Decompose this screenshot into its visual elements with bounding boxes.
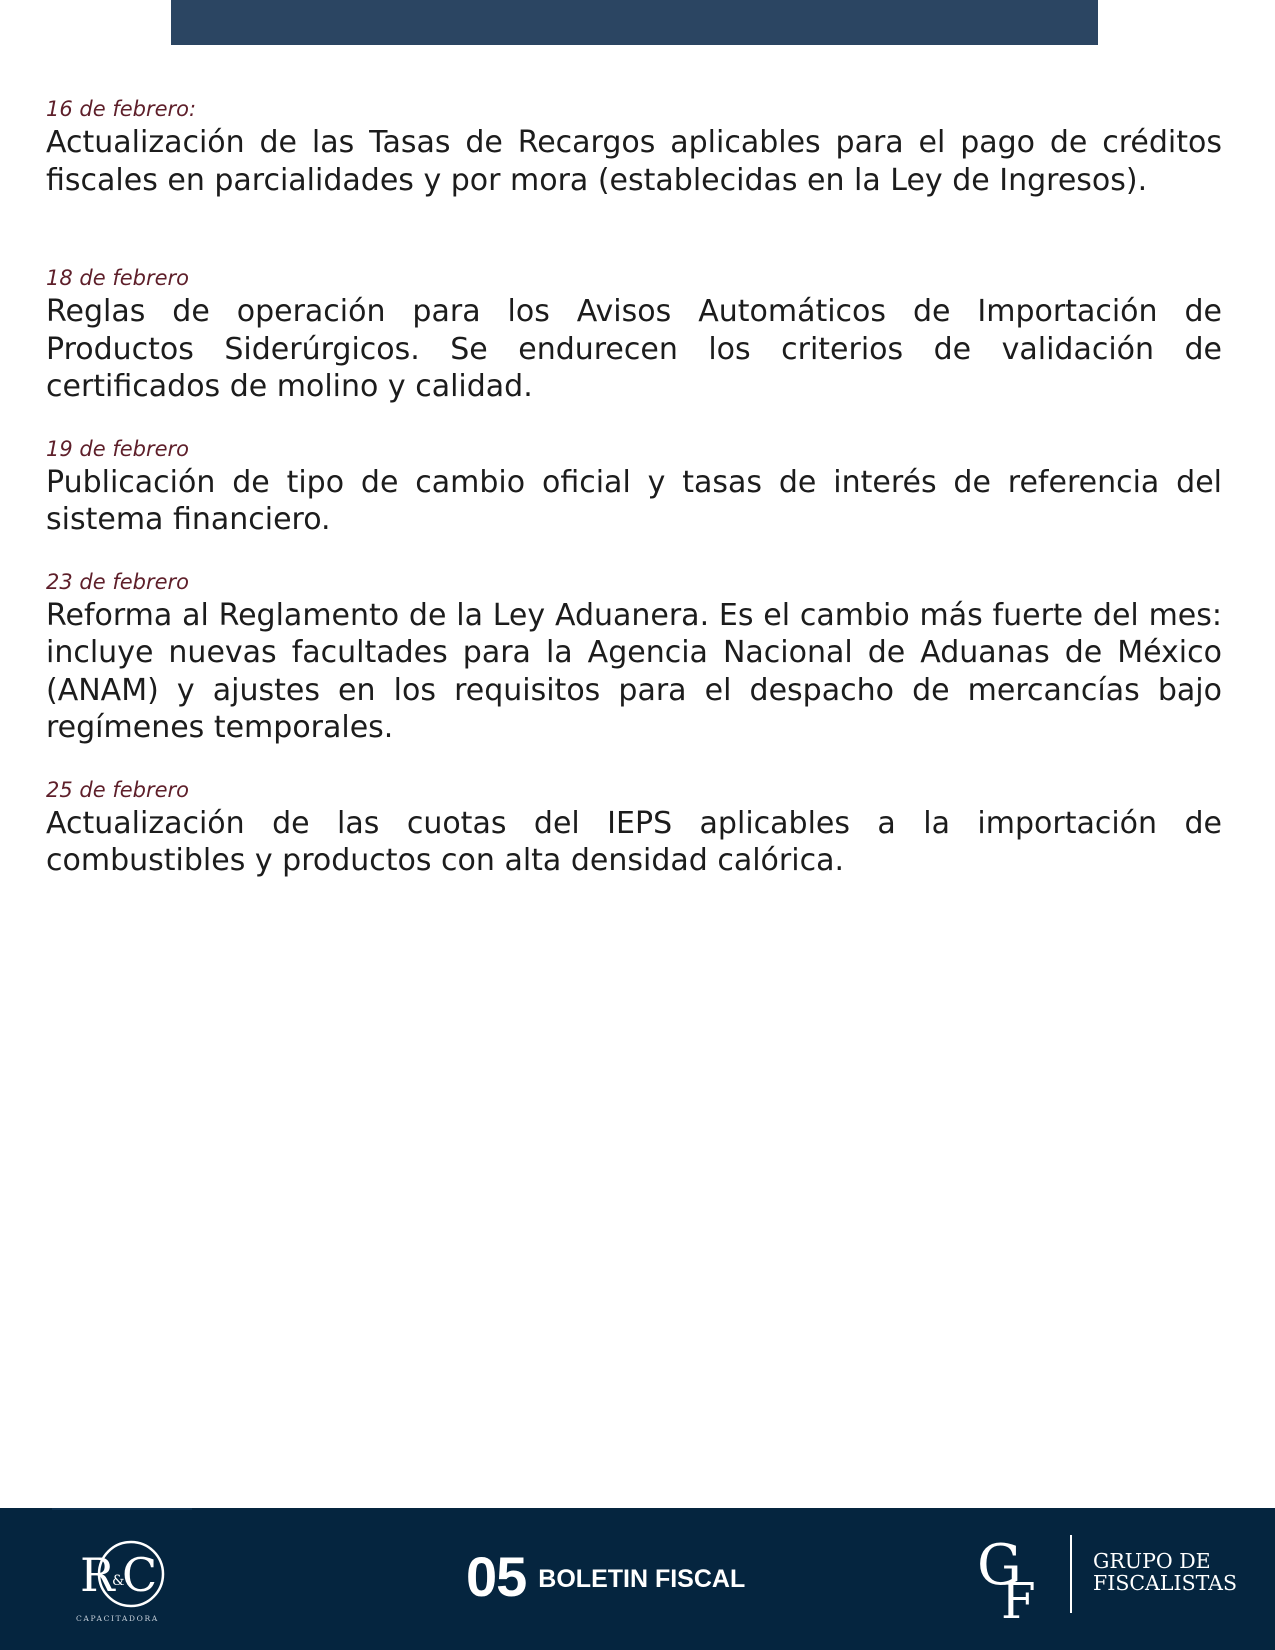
footer-notch (52, 1508, 192, 1510)
name-line-1: GRUPO DE (1093, 1549, 1211, 1573)
grupo-fiscalistas-name (1093, 1550, 1237, 1594)
logo-subtitle: CAPACITADORA (76, 1614, 159, 1623)
header-bar (171, 0, 1098, 45)
entry-date: 25 de febrero (46, 777, 190, 802)
entry-text: Actualización de las cuotas del IEPS aplicables a la importación de combustibles y productos con alta densidad calórica. (46, 805, 1222, 878)
entry-feb-18 (46, 263, 1222, 406)
logo-divider (1070, 1535, 1072, 1613)
publication-title: BOLETIN FISCAL (538, 1564, 746, 1593)
entry-date: 23 de febrero (46, 569, 190, 594)
entry-feb-16 (46, 94, 1222, 199)
entry-text: Actualización de las Tasas de Recargos aplicables para el pago de créditos fiscales en parcialidades y por mora (establecidas en la Ley de Ingresos). (46, 125, 1222, 198)
logo-monogram-r: R (80, 1548, 115, 1602)
logo-monogram-c: C (122, 1548, 158, 1602)
page-label (466, 1536, 745, 1616)
entry-feb-25 (46, 775, 1222, 880)
entry-feb-23 (46, 567, 1222, 747)
footer (0, 1508, 1275, 1650)
entry-date: 18 de febrero (46, 266, 190, 290)
page-number: 05 (466, 1544, 527, 1608)
entry-feb-19 (46, 434, 1222, 539)
rc-capacitadora-logo (76, 1533, 172, 1625)
logo-monogram-g: G (977, 1533, 1022, 1598)
grupo-fiscalistas-logo (975, 1532, 1055, 1622)
entry-text: Publicación de tipo de cambio oficial y tasas de interés de referencia del sistema financiero. (46, 464, 1222, 537)
entry-text: Reforma al Reglamento de la Ley Aduanera. Es el cambio más fuerte del mes: incluye nuevas facultades para la Agencia Nacional de Aduanas de México (ANAM) y ajustes en los requisitos para el despacho de mercancías bajo regímenes temporales. (46, 597, 1222, 745)
name-line-2: FISCALISTAS (1093, 1571, 1238, 1595)
entry-text: Reglas de operación para los Avisos Automáticos de Importación de Productos Siderúrgicos. Se endurecen los criterios de validación de certificados de molino y calidad. (46, 294, 1222, 404)
announcements-list (46, 94, 1222, 880)
logo-monogram-f: F (1001, 1572, 1036, 1622)
entry-date: 19 de febrero (46, 436, 190, 461)
logo-monogram-amp: & (112, 1573, 125, 1589)
entry-date: 16 de febrero: (46, 97, 197, 121)
